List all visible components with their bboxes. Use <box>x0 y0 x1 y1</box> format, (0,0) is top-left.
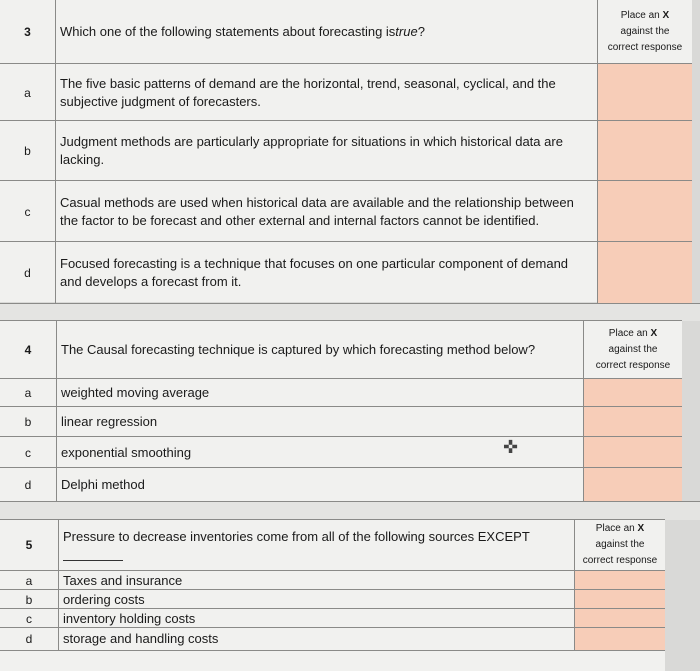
answer-cell[interactable] <box>597 121 692 181</box>
answer-cell[interactable] <box>583 379 682 407</box>
question-text: The Causal forecasting technique is captured by which forecasting method below? <box>56 321 583 378</box>
option-letter: d <box>24 265 31 280</box>
spacer <box>0 501 700 520</box>
question-number: 3 <box>24 24 31 39</box>
spacer <box>0 303 700 321</box>
option-text: The five basic patterns of demand are the horizontal, trend, seasonal, cyclical, and the subjective judgment of forecasters. <box>55 64 597 121</box>
option-text: linear regression <box>56 407 583 437</box>
answer-cell[interactable] <box>574 571 665 590</box>
option-letter: a <box>24 386 32 400</box>
question-5-block <box>0 519 665 671</box>
answer-cell[interactable] <box>583 437 682 468</box>
answer-cell[interactable] <box>583 468 682 502</box>
answer-cell[interactable] <box>597 242 692 303</box>
answer-cell[interactable] <box>597 64 692 121</box>
answer-column-header: Place an X against the correct response <box>583 321 682 378</box>
option-letter: a <box>24 85 31 100</box>
question-number: 5 <box>25 538 33 552</box>
answer-cell[interactable] <box>597 181 692 242</box>
answer-cell[interactable] <box>574 609 665 628</box>
question-3-block <box>0 0 692 302</box>
question-number: 4 <box>24 342 32 357</box>
answer-cell[interactable] <box>574 628 665 650</box>
answer-column-header: Place an X against the correct response <box>574 520 665 570</box>
option-text: ordering costs <box>58 590 574 609</box>
option-text: exponential smoothing <box>56 437 583 468</box>
option-text: Judgment methods are particularly appropriate for situations in which historical data are lacking. <box>55 121 597 181</box>
option-text: Taxes and insurance <box>58 571 574 590</box>
option-text: Focused forecasting is a technique that focuses on one particular component of demand and develops a forecast from it. <box>55 242 597 303</box>
question-4-block <box>0 320 682 502</box>
option-letter: b <box>24 415 32 429</box>
option-text: Delphi method <box>56 468 583 502</box>
option-text: Casual methods are used when historical data are available and the relationship between the factor to be forecast and other external and internal factors cannot be identified. <box>55 181 597 242</box>
answer-cell[interactable] <box>574 590 665 609</box>
option-text: inventory holding costs <box>58 609 574 628</box>
option-letter: c <box>24 204 31 219</box>
option-letter: b <box>25 592 33 607</box>
option-letter: d <box>24 478 32 492</box>
option-text: weighted moving average <box>56 379 583 407</box>
option-letter: a <box>25 573 33 588</box>
option-text: storage and handling costs <box>58 628 574 650</box>
option-letter: d <box>25 632 33 646</box>
answer-blank <box>63 546 123 561</box>
option-letter: c <box>26 611 32 626</box>
option-letter: b <box>24 144 31 158</box>
answer-cell[interactable] <box>583 407 682 437</box>
move-cursor-icon: ✜ <box>503 437 519 457</box>
answer-column-header: Place an X against the correct response <box>597 0 692 63</box>
question-text: Which one of the following statements about forecasting is true ? <box>55 0 597 63</box>
question-text: Pressure to decrease inventories come from all of the following sources EXCEPT <box>58 520 574 570</box>
option-letter: c <box>25 445 31 460</box>
